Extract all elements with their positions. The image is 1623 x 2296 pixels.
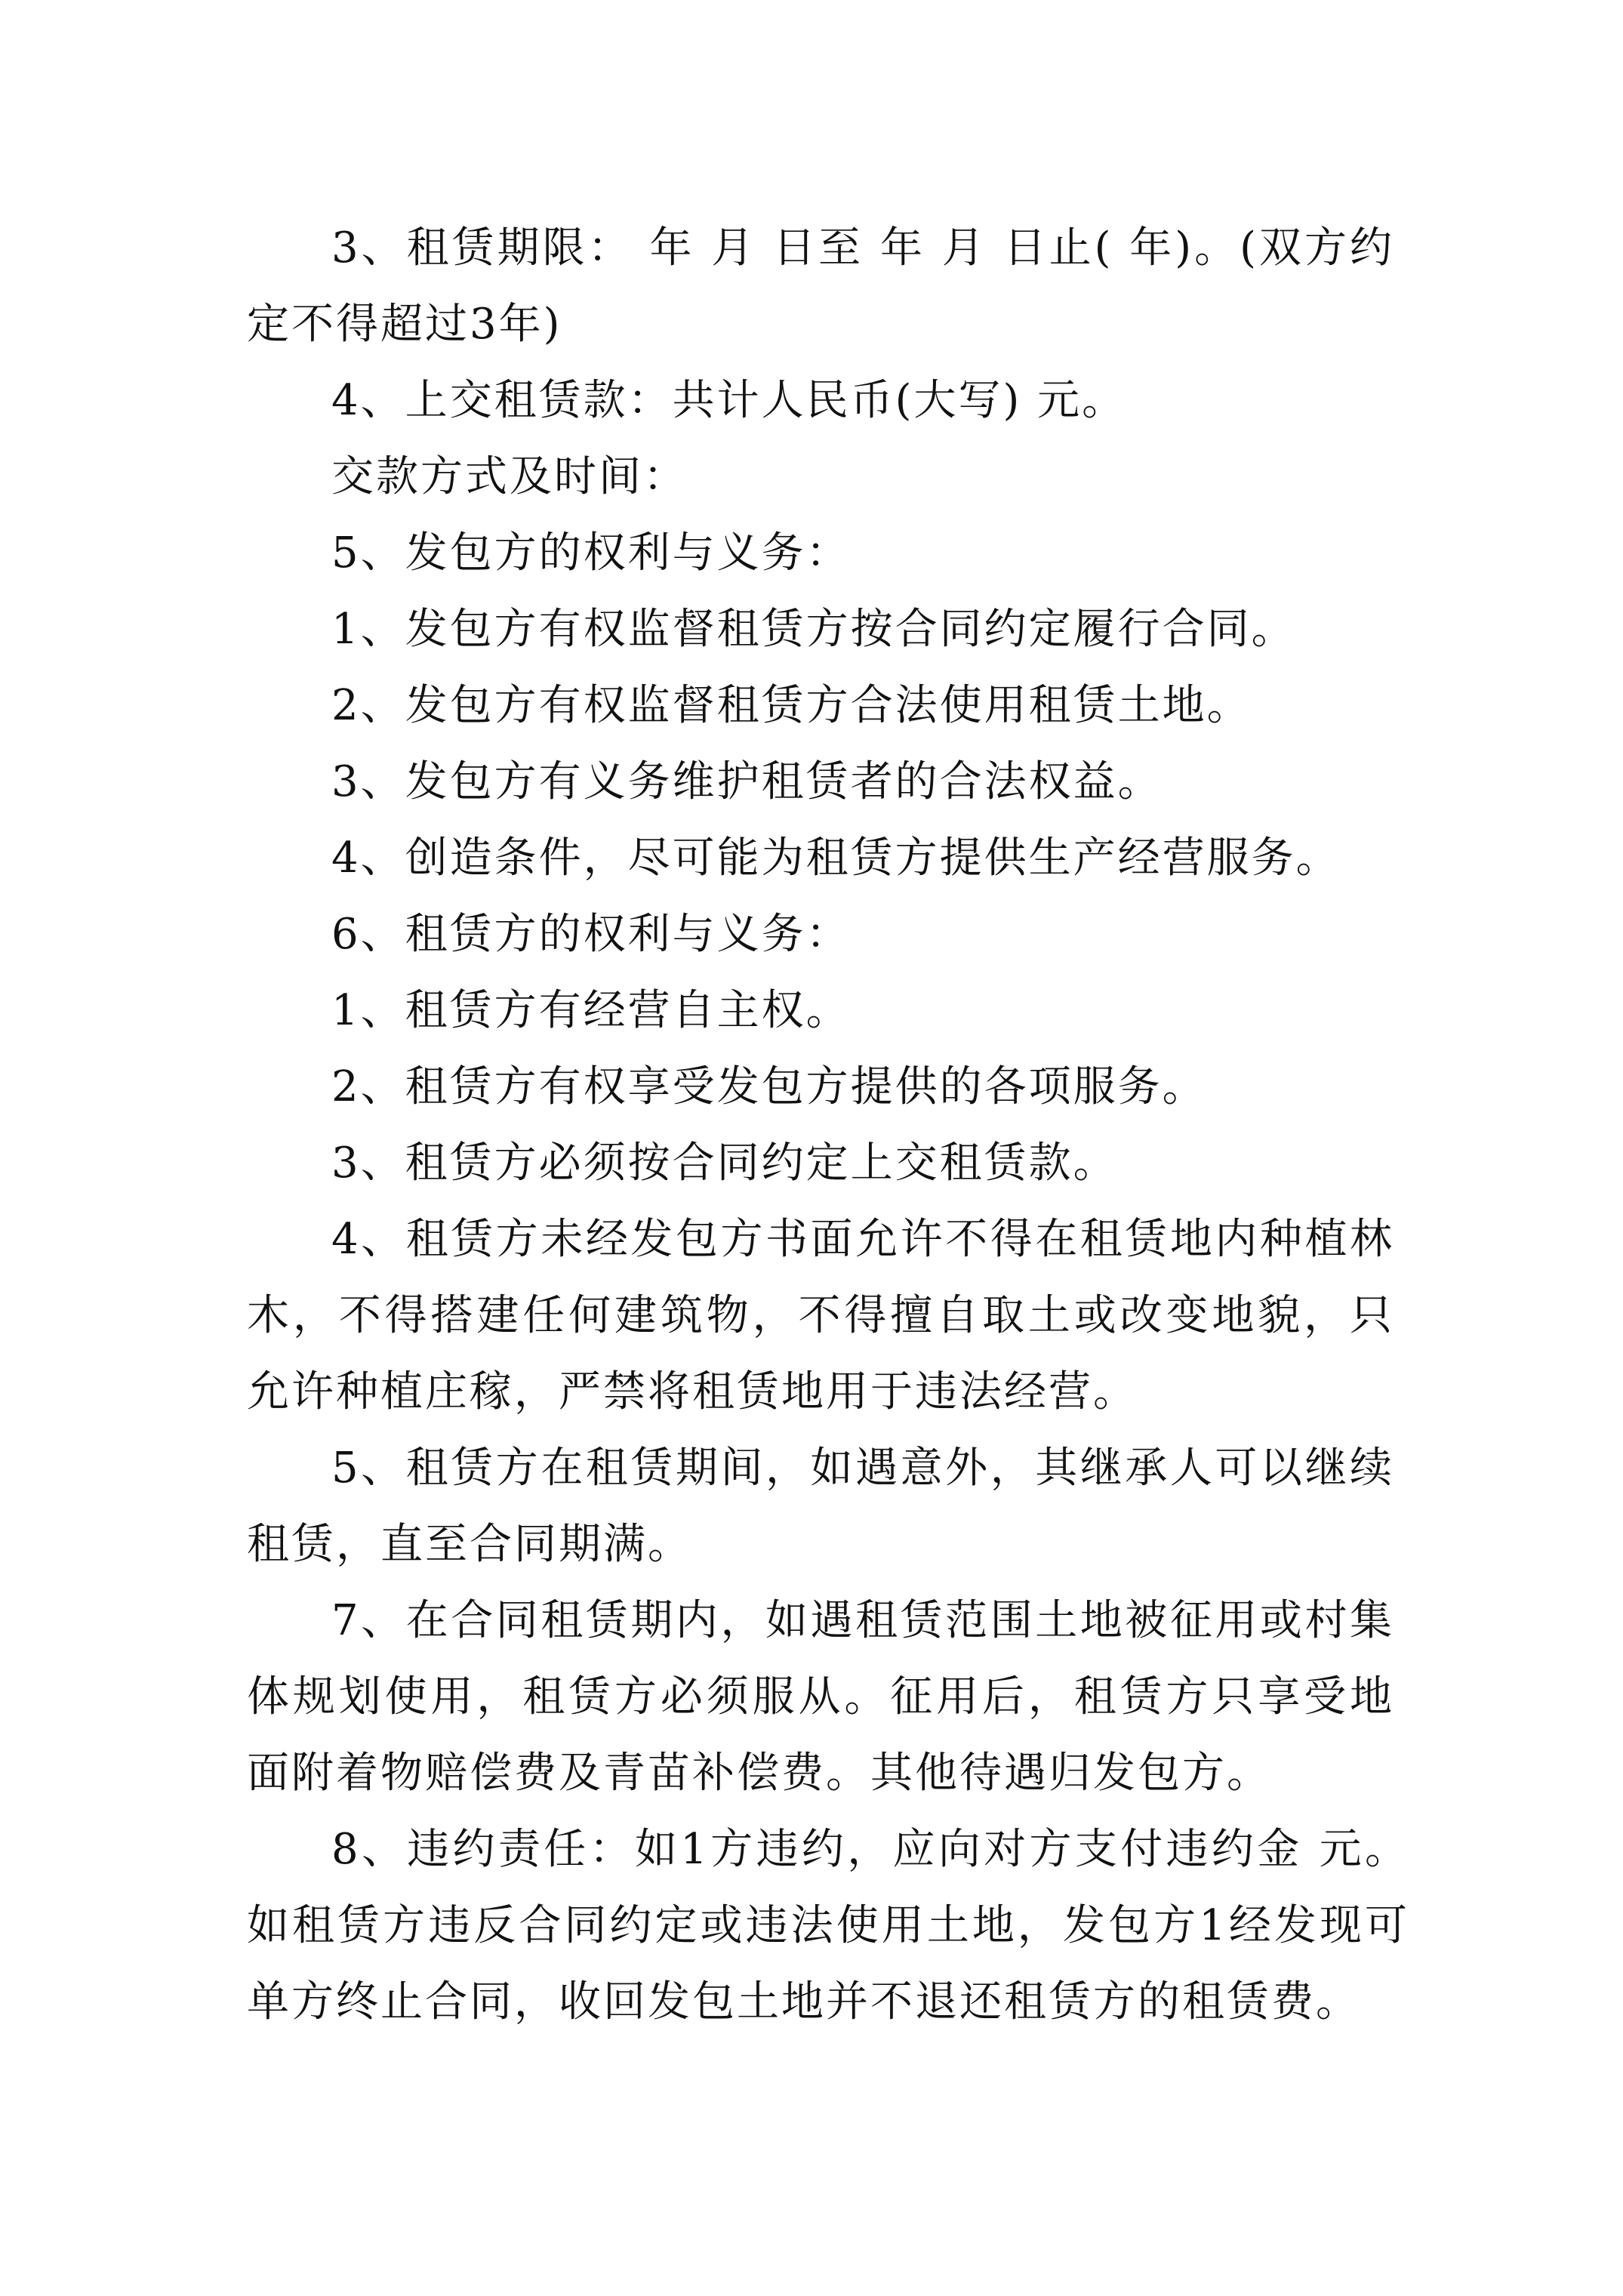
paragraph-lessee-right-2: 2、租赁方有权享受发包方提供的各项服务。: [331, 1062, 1207, 1111]
paragraph-lessee-right-1: 1、租赁方有经营自主权。: [331, 986, 851, 1035]
paragraph-lessor-right-2: 2、发包方有权监督租赁方合法使用租赁土地。: [331, 681, 1252, 730]
paragraph-land-requisition: 7、在合同租赁期内，如遇租赁范围土地被征用或村集体规划使用，租赁方必须服从。征用后，租赁方只享受地面附着物赔偿费及青苗补偿费。其他待遇归发包方。: [247, 1596, 1394, 1798]
paragraph-breach-liability: 8、违约责任：如1方违约，应向对方支付违约金 元。如租赁方违反合同约定或违法使用土地，发包方1经发现可单方终止合同，收回发包土地并不退还租赁方的租赁费。: [247, 1825, 1409, 2026]
paragraph-lessor-right-1: 1、发包方有权监督租赁方按合同约定履行合同。: [331, 605, 1296, 654]
paragraph-lessee-rights-heading: 6、租赁方的权利与义务：: [331, 910, 851, 959]
document-body: [247, 210, 1409, 2040]
paragraph-lessor-right-4: 4、创造条件，尽可能为租赁方提供生产经营服务。: [331, 834, 1341, 883]
paragraph-lessor-rights-heading: 5、发包方的权利与义务：: [331, 529, 851, 578]
paragraph-lessor-right-3: 3、发包方有义务维护租赁者的合法权益。: [331, 757, 1163, 806]
paragraph-lessee-right-4: 4、租赁方未经发包方书面允许不得在租赁地内种植林木，不得搭建任何建筑物，不得擅自取土或改变地貌，只允许种植庄稼，严禁将租赁地用于违法经营。: [247, 1215, 1394, 1416]
paragraph-lessee-right-5: 5、租赁方在租赁期间，如遇意外，其继承人可以继续租赁，直至合同期满。: [247, 1444, 1394, 1569]
paragraph-lessee-right-3: 3、租赁方必须按合同约定上交租赁款。: [331, 1139, 1118, 1188]
paragraph-payment-method: 交款方式及时间：: [331, 452, 688, 501]
paragraph-lease-term: 3、租赁期限： 年 月 日至 年 月 日止( 年)。(双方约定不得超过3年): [247, 223, 1394, 349]
paragraph-rent-amount: 4、上交租赁款：共计人民币(大写) 元。: [331, 376, 1127, 425]
